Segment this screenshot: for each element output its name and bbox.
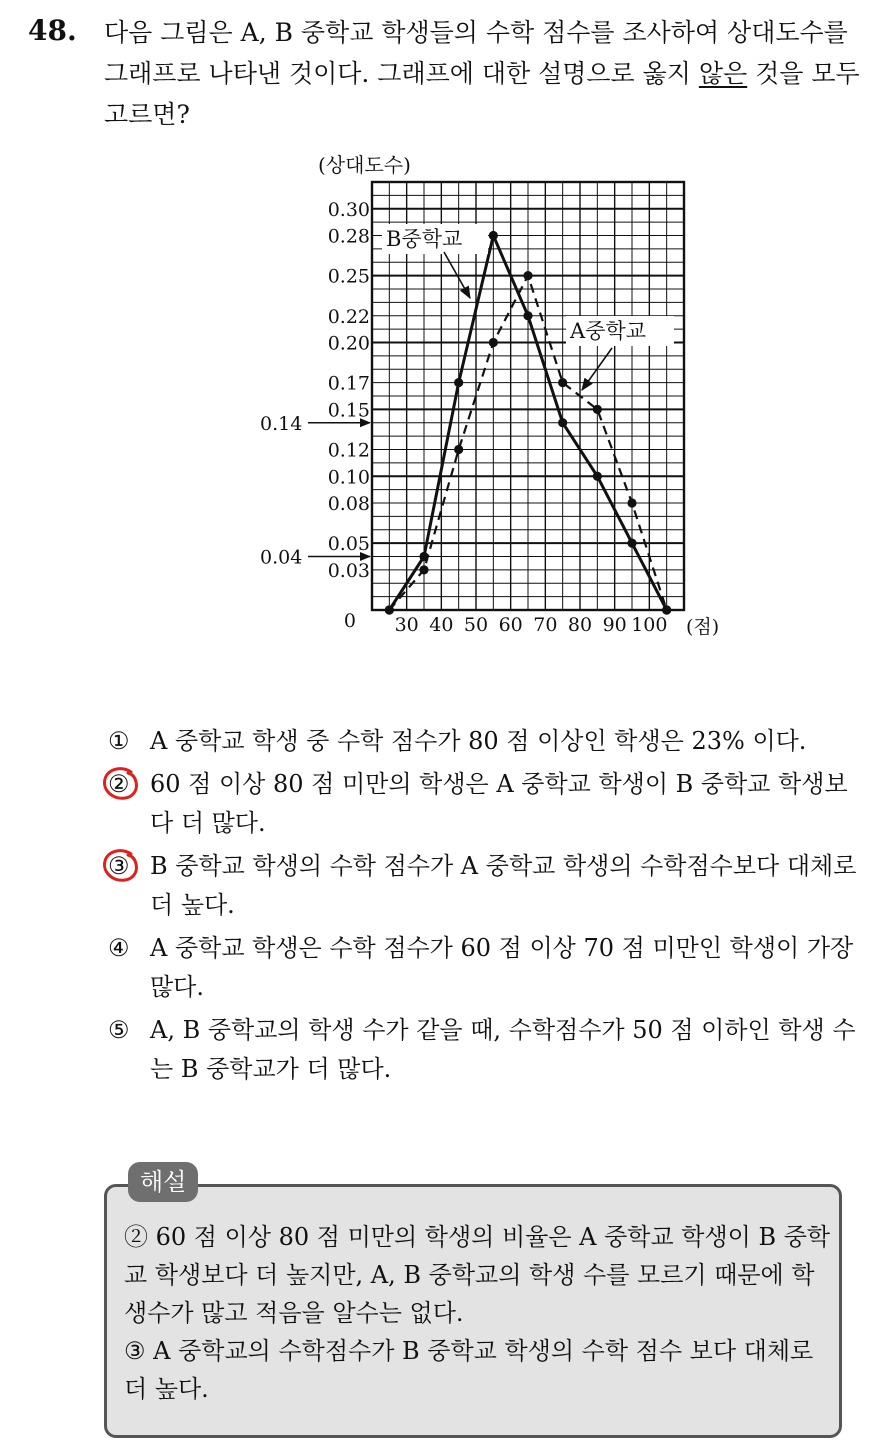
question-underlined-word: 않은	[698, 59, 748, 88]
question-number: 48.	[28, 14, 77, 47]
data-point	[523, 311, 532, 320]
x-tick-label: 100	[631, 614, 668, 636]
option-text: A 중학교 학생은 수학 점수가 60 점 이상 70 점 미만인 학생이 가장 많다.	[150, 934, 854, 1001]
y-tick-label: 0.10	[327, 466, 370, 489]
data-point	[558, 378, 567, 387]
y-tick-label: 0.25	[327, 265, 370, 288]
option-number: ④	[108, 934, 130, 962]
y-tick-label: 0.30	[327, 198, 370, 221]
option-text: 60 점 이상 80 점 미만의 학생은 A 중학교 학생이 B 중학교 학생보다 더 많다.	[150, 770, 848, 837]
x-tick-label: 30	[394, 614, 419, 636]
option-text: B 중학교 학생의 수학 점수가 A 중학교 학생의 수학점수보다 대체로 더 높다.	[150, 852, 857, 919]
explanation-text	[124, 1218, 832, 1408]
y-tick-label: 0.22	[327, 305, 370, 328]
data-point	[627, 539, 636, 548]
data-point	[489, 338, 498, 347]
origin-label: 0	[343, 610, 356, 632]
question-text-after: 것을 모두 고르면?	[104, 59, 860, 129]
x-tick-label: 40	[429, 614, 454, 636]
x-tick-label: 70	[533, 614, 558, 636]
y-axis-label: (상대도수)	[318, 153, 411, 177]
question-text-before: 다음 그림은 A, B 중학교 학생들의 수학 점수를 조사하여 상대도수를 그래프로 나타낸 것이다. 그래프에 대한 설명으로 옳지	[104, 18, 848, 88]
y-tick-label: 0.28	[327, 225, 370, 248]
option-number: ⑤	[108, 1016, 130, 1044]
option-text: A 중학교 학생 중 수학 점수가 80 점 이상인 학생은 23% 이다.	[150, 727, 807, 755]
option-3[interactable]	[104, 847, 864, 925]
y-tick-label: 0.08	[327, 493, 370, 515]
option-number: ①	[108, 727, 130, 755]
x-tick-label: 50	[463, 614, 489, 636]
relative-frequency-chart	[0, 0, 884, 700]
option-4[interactable]	[104, 929, 864, 1007]
y-tick-label: 0.17	[327, 372, 370, 395]
annotation-label: 0.14	[260, 412, 303, 435]
answer-options	[104, 722, 864, 1093]
explanation-line: ② 60 점 이상 80 점 미만의 학생의 비율은 A 중학교 학생이 B 중학교 학생보다 더 높지만, A, B 중학교의 학생 수를 모르기 때문에 학생수가 많고 적음을 알수는 없다.	[124, 1223, 831, 1327]
data-point	[627, 498, 636, 507]
data-point	[593, 405, 602, 414]
x-tick-label: 90	[602, 614, 627, 636]
y-tick-label: 0.20	[327, 332, 370, 355]
annotation-label: 0.04	[260, 546, 303, 569]
data-point	[593, 472, 602, 481]
option-text: A, B 중학교의 학생 수가 같을 때, 수학점수가 50 점 이하인 학생 수는 B 중학교가 더 많다.	[150, 1016, 856, 1083]
series-callout-label: A중학교	[570, 319, 647, 343]
x-tick-label: 60	[498, 614, 523, 636]
option-number: ②	[108, 770, 130, 798]
y-tick-label: 0.03	[327, 559, 370, 582]
option-number: ③	[108, 852, 130, 880]
x-axis-label: (점)	[686, 616, 720, 638]
red-circle-mark-icon	[101, 848, 141, 884]
x-tick-label: 80	[567, 614, 593, 636]
option-2[interactable]	[104, 765, 864, 843]
option-1[interactable]	[104, 722, 864, 761]
data-point	[489, 231, 498, 240]
explanation-line: ③ A 중학교의 수학점수가 B 중학교 학생의 수학 점수 보다 대체로 더 높다.	[124, 1337, 814, 1403]
data-point	[419, 565, 428, 574]
data-point	[558, 418, 567, 427]
option-5[interactable]	[104, 1011, 864, 1089]
red-circle-mark-icon	[101, 766, 141, 802]
y-tick-label: 0.12	[327, 439, 370, 462]
y-tick-label: 0.15	[327, 399, 370, 422]
explanation-tag: 해설	[128, 1162, 198, 1202]
y-tick-label: 0.05	[327, 533, 370, 556]
data-point	[523, 271, 532, 280]
data-point	[454, 378, 463, 387]
series-callout-label: B중학교	[386, 227, 463, 251]
data-point	[454, 445, 463, 454]
data-point	[385, 605, 394, 614]
